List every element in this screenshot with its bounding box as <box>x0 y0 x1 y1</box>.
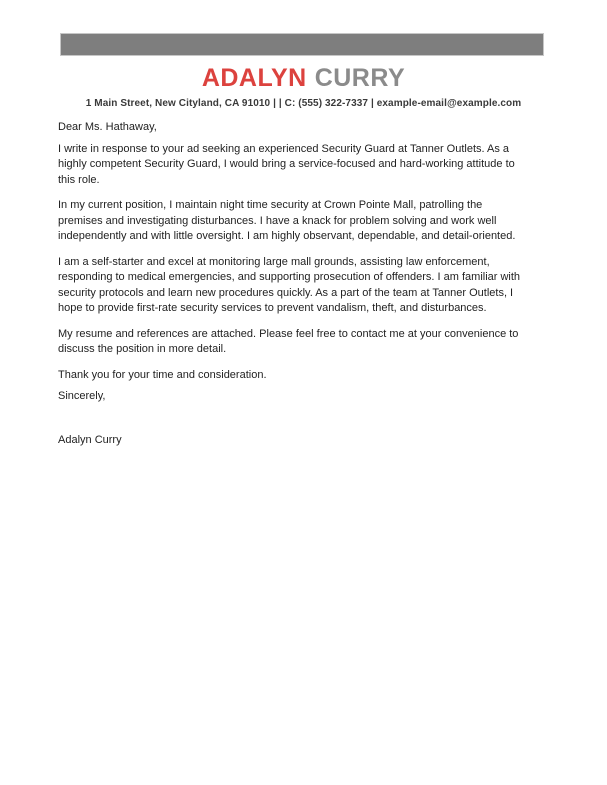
paragraph-resume-attached <box>58 327 563 358</box>
letter-body <box>58 120 563 448</box>
closing-salutation: Sincerely, <box>58 390 106 402</box>
page-title <box>0 64 607 93</box>
text-line: I am a self-starter and excel at monitoring large mall grounds, assisting law enforcement, <box>58 255 490 268</box>
salutation: Dear Ms. Hathaway, <box>58 121 157 133</box>
text-line: In my current position, I maintain night time security at Crown Pointe Mall, patrolling the <box>58 199 483 211</box>
contact-line: 1 Main Street, New Cityland, CA 91010 | | C: (555) 322-7337 | example-email@example.com <box>85 98 522 109</box>
text-line: highly competent Security Guard, I would bring a service-focused and hard-working attitude to <box>58 158 515 170</box>
paragraph-intro <box>58 142 563 189</box>
text-line: this role. <box>58 173 100 186</box>
text-line: discuss the position in more detail. <box>58 343 227 355</box>
text-line: independently and with little oversight. I am highly observant, dependable, and detail-oriented. <box>58 230 516 242</box>
header-divider-bar <box>60 33 544 56</box>
text-line: hope to provide first-rate security services to prevent vandalism, theft, and disturbances. <box>58 302 487 314</box>
text-line: My resume and references are attached. Please feel free to contact me at your convenience to <box>58 327 519 340</box>
paragraph-skills <box>58 255 563 317</box>
text-line: premises and investigating disturbances. I have a knack for problem solving and work well <box>58 214 497 227</box>
paragraph-current-position <box>58 198 563 245</box>
closing-thanks: Thank you for your time and consideration. <box>58 368 267 381</box>
signature-name: Adalyn Curry <box>58 433 122 446</box>
text-line: I write in response to your ad seeking an experienced Security Guard at Tanner Outlets. As a <box>58 142 510 155</box>
text-line: security protocols and learn new procedures quickly. As a part of the team at Tanner Outlets, I <box>58 286 514 299</box>
first-name: ADALYN <box>201 64 307 92</box>
text-line: responding to medical emergencies, and supporting prosecution of offenders. I am familiar with <box>58 271 521 283</box>
last-name: CURRY <box>314 64 406 92</box>
